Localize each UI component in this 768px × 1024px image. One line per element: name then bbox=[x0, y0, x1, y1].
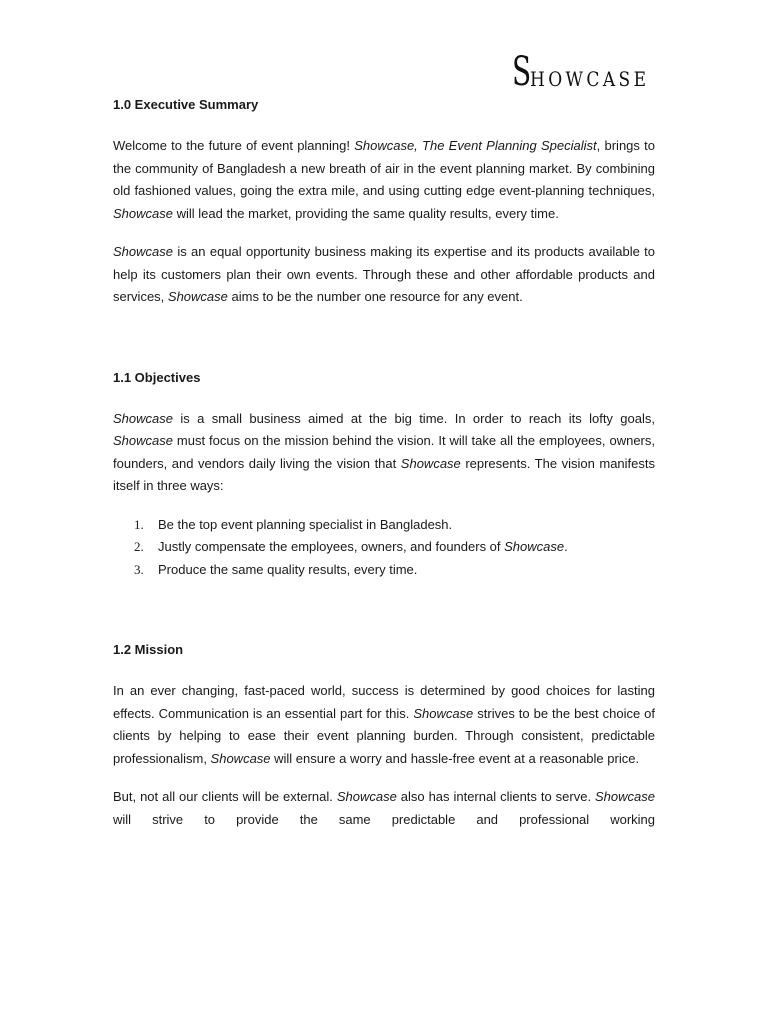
logo-initial: S bbox=[512, 49, 532, 95]
paragraph-exec-2: Showcase is an equal opportunity business making its expertise and its products available to help its customers plan their own events. Through these and other affordable products and services, Showcase aims to be the number one resource for any event. bbox=[113, 244, 655, 304]
section-heading-executive-summary: 1.0 Executive Summary bbox=[113, 97, 259, 112]
section-heading-mission: 1.2 Mission bbox=[113, 642, 184, 657]
list-item: 1. Be the top event planning specialist in Bangladesh. bbox=[134, 516, 453, 532]
paragraph-mission-1: In an ever changing, fast-paced world, success is determined by good choices for lasting effects. Communication is an essential part for this. Showcase strives to be the best choice of clients by helping to ease their event planning burden. Through consistent, predictable professionalism, Showcase will ensure a worry and hassle-free event at a reasonable price. bbox=[113, 683, 655, 766]
paragraph-objectives-1: Showcase is a small business aimed at the big time. In order to reach its lofty goals, Showcase must focus on the mission behind the vision. It will take all the employees, owners, founders, and vendors daily living the vision that Showcase represents. The vision manifests itself in three ways: bbox=[113, 410, 655, 493]
paragraph-exec-1: Welcome to the future of event planning! Showcase, The Event Planning Specialist, brings to the community of Bangladesh a new breath of air in the event planning market. By combining old fashioned values, going the extra mile, and using cutting edge event-planning techniques, Showcase will lead the market, providing the same quality results, every time. bbox=[113, 138, 655, 221]
objectives-list bbox=[113, 514, 655, 582]
paragraph-mission-2: But, not all our clients will be external. Showcase also has internal clients to serve. Showcase will strive to provide the same predictable and professional working bbox=[113, 789, 655, 827]
document-body bbox=[113, 96, 655, 831]
list-item: 3. Produce the same quality results, every time. bbox=[134, 561, 418, 577]
list-item: 2. Justly compensate the employees, owners, and founders of Showcase. bbox=[134, 539, 568, 554]
showcase-logo bbox=[512, 49, 652, 95]
logo-rest: HOWCASE bbox=[530, 67, 650, 91]
section-heading-objectives: 1.1 Objectives bbox=[113, 369, 201, 385]
